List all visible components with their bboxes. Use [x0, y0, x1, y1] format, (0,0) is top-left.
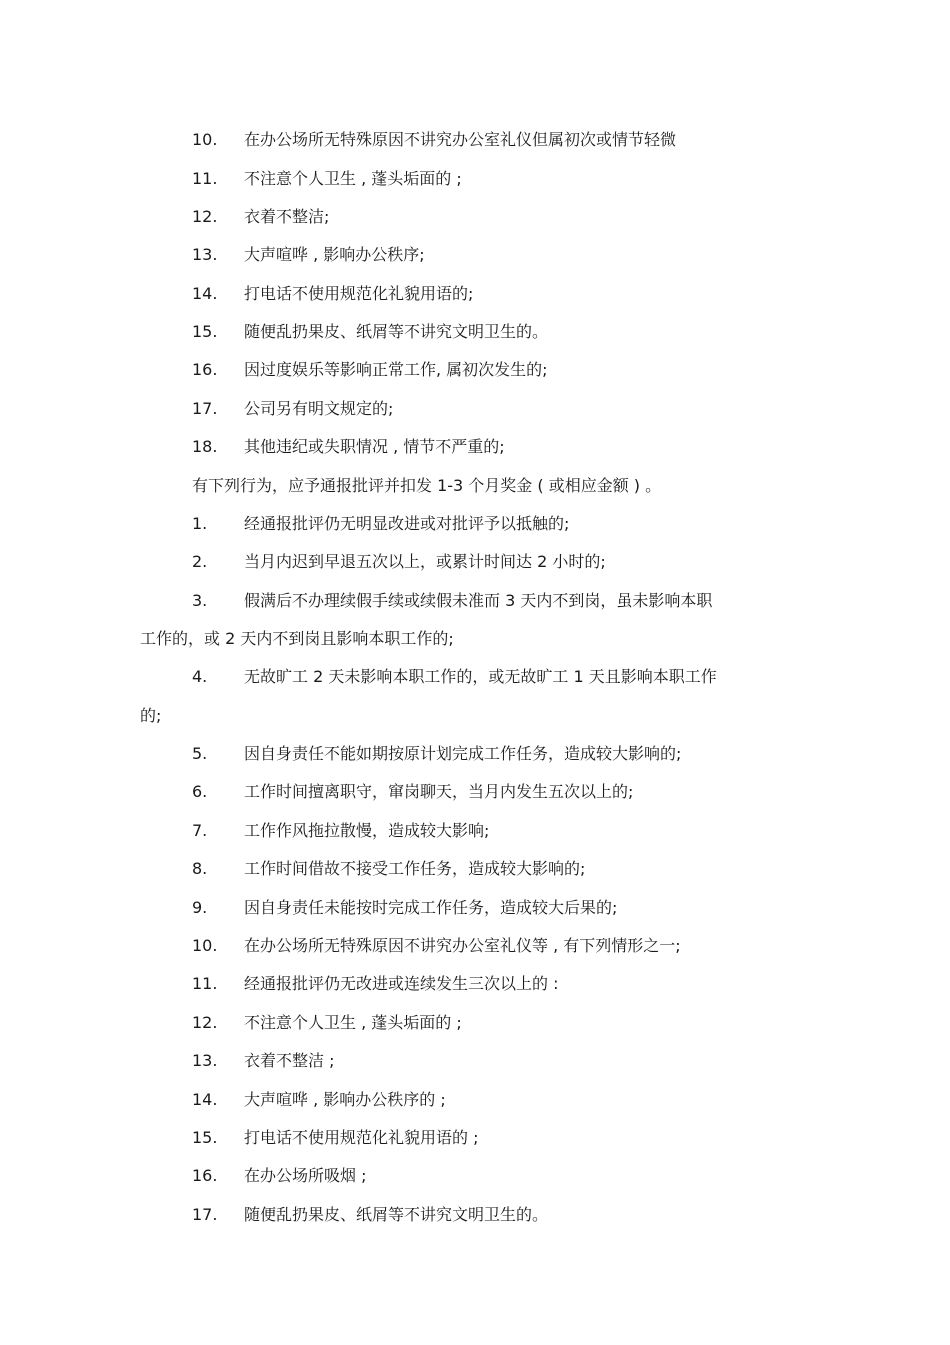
list-item-text: 工作作风拖拉散慢，造成较大影响;	[244, 821, 490, 840]
list-item-continuation: 工作的，或 2 天内不到岗且影响本职工作的;	[140, 629, 454, 648]
list-item-text: 在办公场所吸烟 ;	[244, 1166, 367, 1185]
list-item-text: 无故旷工 2 天未影响本职工作的，或无故旷工 1 天且影响本职工作	[244, 667, 717, 686]
list-item-number: 13.	[192, 245, 218, 264]
list-item-number: 18.	[192, 437, 218, 456]
list-item-number: 4.	[192, 667, 208, 686]
list-item-text: 经通报批评仍无明显改进或对批评予以抵触的;	[244, 514, 570, 533]
list-item-text: 随便乱扔果皮、纸屑等不讲究文明卫生的。	[244, 322, 549, 341]
list-item-text: 公司另有明文规定的;	[244, 399, 394, 418]
list-item-number: 15.	[192, 1128, 218, 1147]
list-item-number: 11.	[192, 974, 218, 993]
list-item-text: 其他违纪或失职情况 , 情节不严重的;	[244, 437, 505, 456]
list-item-text: 打电话不使用规范化礼貌用语的 ;	[244, 1128, 479, 1147]
list-item-number: 12.	[192, 1013, 218, 1032]
list-item-number: 3.	[192, 591, 208, 610]
list-item-text: 工作时间借故不接受工作任务，造成较大影响的;	[244, 859, 586, 878]
list-item-number: 8.	[192, 859, 208, 878]
list-item-number: 12.	[192, 207, 218, 226]
list-item-text: 衣着不整洁 ;	[244, 1051, 335, 1070]
list-item-number: 16.	[192, 360, 218, 379]
list-item-number: 1.	[192, 514, 208, 533]
list-item-number: 10.	[192, 936, 218, 955]
list-item-text: 随便乱扔果皮、纸屑等不讲究文明卫生的。	[244, 1205, 549, 1224]
list-item-number: 15.	[192, 322, 218, 341]
list-item-text: 不注意个人卫生 , 蓬头垢面的 ;	[244, 169, 462, 188]
list-item-number: 14.	[192, 1090, 218, 1109]
list-item-number: 16.	[192, 1166, 218, 1185]
list-item-number: 13.	[192, 1051, 218, 1070]
list-item-number: 6.	[192, 782, 208, 801]
list-item-text: 因自身责任不能如期按原计划完成工作任务，造成较大影响的;	[244, 744, 682, 763]
list-item-text: 经通报批评仍无改进或连续发生三次以上的 :	[244, 974, 559, 993]
list-item-text: 因过度娱乐等影响正常工作, 属初次发生的;	[244, 360, 548, 379]
list-item-text: 打电话不使用规范化礼貌用语的;	[244, 284, 474, 303]
list-item-number: 7.	[192, 821, 208, 840]
list-item-text: 在办公场所无特殊原因不讲究办公室礼仪等 , 有下列情形之一;	[244, 936, 681, 955]
list-item-number: 5.	[192, 744, 208, 763]
list-item-text: 大声喧哗 , 影响办公秩序的 ;	[244, 1090, 446, 1109]
list-item-number: 17.	[192, 1205, 218, 1224]
list-item-text: 不注意个人卫生 , 蓬头垢面的 ;	[244, 1013, 462, 1032]
list-item-number: 9.	[192, 898, 208, 917]
list-item-number: 17.	[192, 399, 218, 418]
list-item-continuation: 的;	[140, 706, 162, 725]
list-item-text: 在办公场所无特殊原因不讲究办公室礼仪但属初次或情节轻微	[244, 130, 677, 149]
list-item-number: 10.	[192, 130, 218, 149]
list-item-text: 因自身责任未能按时完成工作任务，造成较大后果的;	[244, 898, 618, 917]
list-item-number: 2.	[192, 552, 208, 571]
section-heading: 有下列行为，应予通报批评并扣发 1-3 个月奖金 ( 或相应金额 ) 。	[192, 476, 662, 495]
list-item-text: 假满后不办理续假手续或续假未准而 3 天内不到岗，虽未影响本职	[244, 591, 713, 610]
list-item-number: 14.	[192, 284, 218, 303]
list-item-text: 当月内迟到早退五次以上，或累计时间达 2 小时的;	[244, 552, 606, 571]
list-item-text: 衣着不整洁;	[244, 207, 330, 226]
list-item-text: 大声喧哗 , 影响办公秩序;	[244, 245, 425, 264]
list-item-text: 工作时间擅离职守，窜岗聊天，当月内发生五次以上的;	[244, 782, 634, 801]
list-item-number: 11.	[192, 169, 218, 188]
